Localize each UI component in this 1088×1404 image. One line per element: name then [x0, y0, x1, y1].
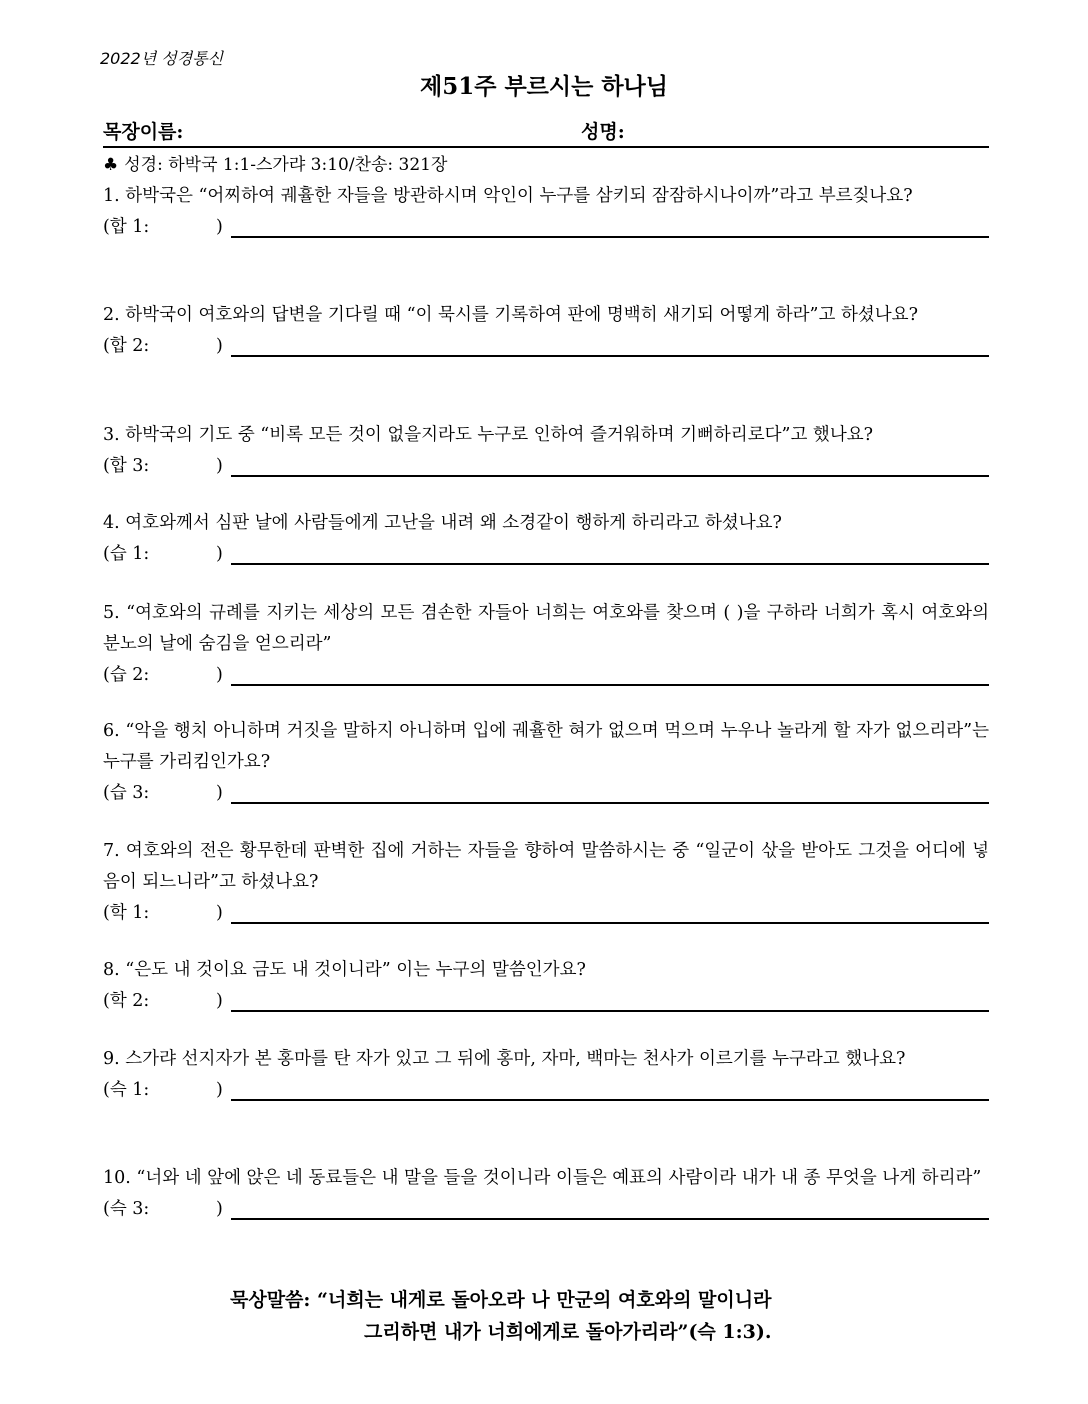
answer-paren: )	[216, 991, 223, 1011]
answer-ref: (습 3:	[103, 783, 150, 803]
meditation-line-2: 그리하면 내가 너희에게로 돌아가리라”(슥 1:3).	[364, 1321, 772, 1343]
question-text: 2. 하박국이 여호와의 답변을 기다릴 때 “이 묵시를 기록하여 판에 명백히 새기되 어떻게 하라”고 하셨나요?	[103, 305, 918, 325]
question-1	[103, 181, 989, 242]
answer-ref: (슥 3:	[103, 1199, 150, 1219]
answer-line[interactable]	[231, 922, 989, 924]
scripture-text: 성경: 하박국 1:1-스가랴 3:10/찬송: 321장	[124, 155, 448, 175]
answer-ref: (합 2:	[103, 336, 150, 356]
answer-row	[103, 660, 989, 690]
question-text: 5. “여호와의 규례를 지키는 세상의 모든 겸손한 자들아 너희는 여호와를 찾으며 ( )을 구하라 너희가 혹시 여호와의 분노의 날에 숨김을 얻으리라”	[103, 603, 989, 654]
answer-paren: )	[216, 665, 223, 685]
page-title: 제51주 부르시는 하나님	[420, 73, 668, 100]
name-row	[103, 118, 989, 148]
question-text: 4. 여호와께서 심판 날에 사람들에게 고난을 내려 왜 소경같이 행하게 하리라고 하셨나요?	[103, 513, 782, 533]
answer-line[interactable]	[231, 236, 989, 238]
answer-line[interactable]	[231, 1010, 989, 1012]
answer-row	[103, 1075, 989, 1105]
question-text: 9. 스가랴 선지자가 본 홍마를 탄 자가 있고 그 뒤에 홍마, 자마, 백마는 천사가 이르기를 누구라고 했나요?	[103, 1049, 906, 1069]
question-text: 3. 하박국의 기도 중 “비록 모든 것이 없을지라도 누구로 인하여 즐거워하며 기뻐하리로다”고 했나요?	[103, 425, 874, 445]
answer-row	[103, 986, 989, 1016]
question-text: 8. “은도 내 것이요 금도 내 것이니라” 이는 누구의 말씀인가요?	[103, 960, 586, 980]
answer-paren: )	[216, 217, 223, 237]
question-5	[103, 598, 989, 690]
group-name-label: 목장이름:	[103, 121, 184, 143]
answer-line[interactable]	[231, 1218, 989, 1220]
answer-line[interactable]	[231, 802, 989, 804]
answer-ref: (습 2:	[103, 665, 150, 685]
answer-ref: (합 1:	[103, 217, 150, 237]
answer-paren: )	[216, 783, 223, 803]
answer-row	[103, 451, 989, 481]
answer-line[interactable]	[231, 563, 989, 565]
answer-line[interactable]	[231, 684, 989, 686]
answer-ref: (슥 1:	[103, 1080, 150, 1100]
answer-ref: (학 1:	[103, 903, 150, 923]
meditation-line-1: 묵상말씀: “너희는 내게로 돌아오라 나 만군의 여호와의 말이니라	[230, 1289, 772, 1311]
answer-row	[103, 212, 989, 242]
answer-row	[103, 898, 989, 928]
answer-row	[103, 778, 989, 808]
question-9	[103, 1044, 989, 1105]
meditation-verse	[0, 1284, 1088, 1348]
question-text: 1. 하박국은 “어찌하여 궤휼한 자들을 방관하시며 악인이 누구를 삼키되 잠잠하시나이까”라고 부르짖나요?	[103, 186, 913, 206]
answer-ref: (합 3:	[103, 456, 150, 476]
answer-line[interactable]	[231, 475, 989, 477]
answer-row	[103, 1194, 989, 1224]
answer-paren: )	[216, 456, 223, 476]
question-2	[103, 300, 989, 361]
question-text: 6. “악을 행치 아니하며 거짓을 말하지 아니하며 입에 궤휼한 혀가 없으며 먹으며 누우나 놀라게 할 자가 없으리라”는 누구를 가리킴인가요?	[103, 721, 989, 772]
answer-line[interactable]	[231, 355, 989, 357]
answer-paren: )	[216, 1080, 223, 1100]
answer-paren: )	[216, 336, 223, 356]
answer-row	[103, 539, 989, 569]
club-icon: ♣	[103, 155, 119, 175]
answer-ref: (학 2:	[103, 991, 150, 1011]
question-text: 10. “너와 네 앞에 앉은 네 동료들은 내 말을 들을 것이니라 이들은 예표의 사람이라 내가 내 종 무엇을 나게 하리라”	[103, 1168, 982, 1188]
question-3	[103, 420, 989, 481]
answer-paren: )	[216, 544, 223, 564]
answer-paren: )	[216, 903, 223, 923]
question-4	[103, 508, 989, 569]
answer-paren: )	[216, 1199, 223, 1219]
question-10	[103, 1163, 989, 1224]
answer-row	[103, 331, 989, 361]
header-note: 2022년 성경통신	[100, 49, 224, 68]
question-7	[103, 836, 989, 928]
question-8	[103, 955, 989, 1016]
question-text: 7. 여호와의 전은 황무한데 판벽한 집에 거하는 자들을 향하여 말씀하시는 중 “일군이 삯을 받아도 그것을 어디에 넣음이 되느니라”고 하셨나요?	[103, 841, 989, 892]
scripture-line	[103, 150, 447, 175]
answer-ref: (습 1:	[103, 544, 150, 564]
answer-line[interactable]	[231, 1099, 989, 1101]
person-name-label: 성명:	[581, 121, 625, 143]
question-6	[103, 716, 989, 808]
